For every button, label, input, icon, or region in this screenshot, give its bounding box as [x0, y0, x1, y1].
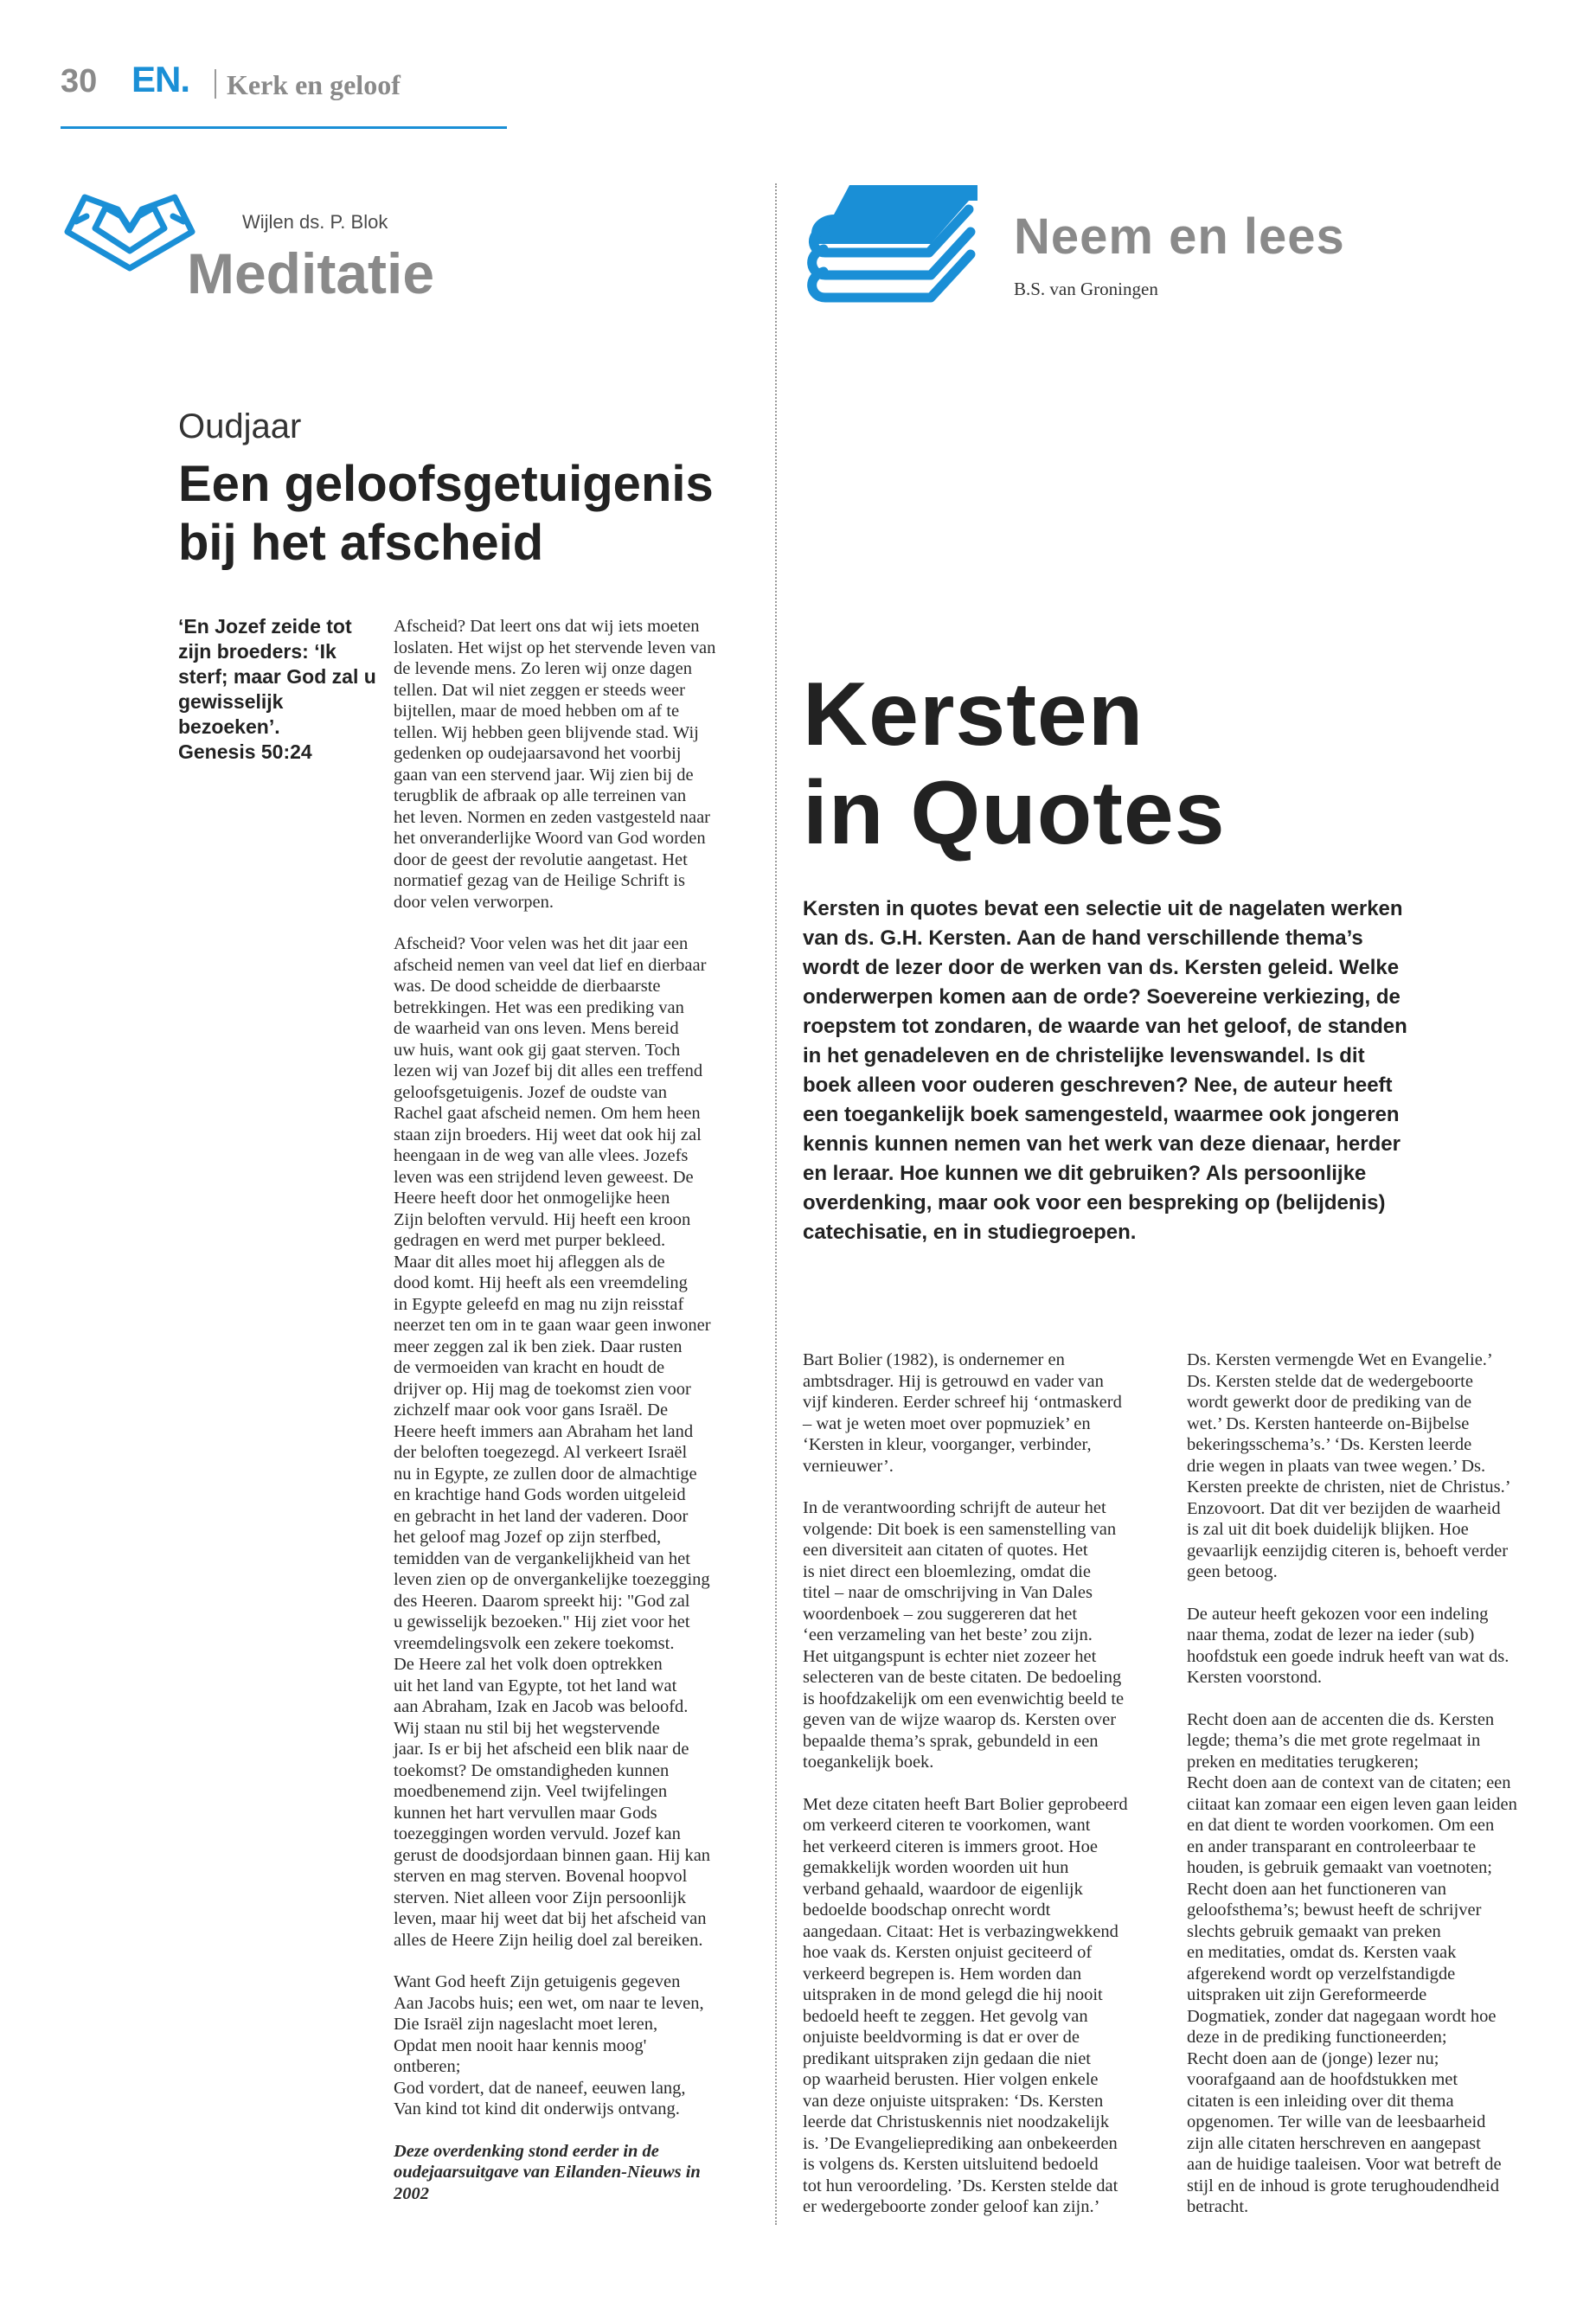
publication-logo: EN.: [131, 59, 190, 99]
review-paragraph: De auteur heeft gekozen voor een indeling naar thema, zodat de lezer na ieder (sub) hoofdstuk een goede indruk heeft van wat ds. Kersten voorstond.: [1187, 1604, 1509, 1687]
bible-quote-text: ‘En Jozef zeide tot zijn broeders: ‘Ik sterf; maar God zal u gewisselijk bezoeken’.: [178, 615, 376, 738]
review-paragraph: Met deze citaten heeft Bart Bolier geprobeerd om verkeerd citeren te voorkomen, want het verkeerd citeren is immers groot. Hoe gemakkelijk worden woorden uit hun verband gehaald, waardoor de eigenlijk bedoelde boodschap onrecht wordt aangedaan. Citaat: Het is verbazingwekkend hoe vaak ds. Kersten onjuist geciteerd of verkeerd begrepen is. Hem worden dan uitspraken in de mond gelegd die hij nooit bedoeld heeft te zeggen. Het gevolg van onjuiste beeldvorming is dat er over de predikant uitspraken zijn gedaan die niet op waarheid berusten. Hier volgen enkele van deze onjuiste uitspraken: ‘Ds. Kersten leerde dat Christuskennis niet noodzakelijk is. ’De Evangelieprediking aan onbekeerden is volgens ds. Kersten uitsluitend bedoeld tot hun veroordeling. ’Ds. Kersten stelde dat er wedergeboorte zonder geloof kan zijn.’: [803, 1794, 1128, 2216]
header-divider: [215, 69, 216, 99]
meditatie-body: [394, 616, 757, 2204]
meditatie-paragraph: Afscheid? Voor velen was het dit jaar een afscheid nemen van veel dat lief en dierbaar was. De dood scheidde de dierbaarste betrekkingen. Het was een prediking van de waarheid van ons leven. Mens bereid uw huis, want ook gij gaat sterven. Toch lezen wij van Jozef bij dit alles een treffend geloofsgetuigenis. Jozef de oudste van Rachel gaat afscheid nemen. Om hem heen staan zijn broeders. Hij weet dat ook hij zal heengaan in de weg van alle vlees. Jozefs leven was een strijdend leven geweest. De Heere heeft door het onmogelijke heen Zijn beloften vervuld. Hij heeft een kroon gedragen en werd met purper bekleed. Maar dit alles moet hij afleggen als de dood komt. Hij heeft als een vreemdeling in Egypte geleefd en mag nu zijn reisstaf neerzet ten om in te gaan waar geen inwoner meer zeggen zal ik ben ziek. Daar rusten de vermoeiden van kracht en houdt de drijver op. Hij mag de toekomst zien voor zichzelf maar ook voor gans Israël. De Heere heeft immers aan Abraham het land der beloften toegezegd. Al verkeert Israël nu in Egypte, ze zullen door de almachtige en krachtige hand Gods worden uitgeleid en gebracht in het land der vaderen. Door het geloof mag Jozef op zijn sterfbed, temidden van de vergankelijkheid van het leven zien op de onvergankelijke toezegging des Heeren. Daarom spreekt hij: "God zal u gewisselijk bezoeken." Hij ziet voor het vreemdelingsvolk een zekere toekomst. De Heere zal het volk doen optrekken uit het land van Egypte, tot het land wat aan Abraham, Izak en Jacob was beloofd. Wij staan nu stil bij het wegstervende jaar. Is er bij het afscheid een blik naar de toekomst? De omstandigheden kunnen moedbenemend zijn. Veel twijfelingen kunnen het hart vervullen maar Gods toezeggingen worden vervuld. Jozef kan gerust de doodsjordaan binnen gaan. Hij kan sterven en mag sterven. Bovenal hoopvol sterven. Niet alleen voor Zijn persoonlijk leven, maar hij weet dat bij het afscheid van alles de Heere Zijn heilig doel zal bereiken.: [394, 934, 711, 1950]
open-book-heart-icon: [61, 178, 199, 275]
review-column-1: [803, 1349, 1166, 2218]
review-column-2: [1187, 1349, 1550, 2218]
review-paragraph: Recht doen aan de accenten die ds. Kersten legde; thema’s die met grote regelmaat in preken en meditaties terugkeren; Recht doen aan de context van de citaten; een ciitaat kan zomaar een eigen leven gaan leiden en dat dient te worden voorkomen. Om een en ander transparant en controleerbaar te houden, is gebruik gemaakt van voetnoten; Recht doen aan het functioneren van geloofsthema’s; bewust heeft de schrijver slechts gebruik gemaakt van preken en meditaties, omdat ds. Kersten vaak afgerekend wordt op verzelfstandigde uitspraken uit zijn Gereformeerde Dogmatiek, zonder dat nagegaan wordt hoe deze in de prediking functioneerden; Recht doen aan de (jonge) lezer nu; voorafgaand aan de hoofdstukken met citaten is een inleiding over dit thema opgenomen. Ter wille van de leesbaarheid zijn alle citaten herschreven en aangepast aan de huidige taaleisen. Voor wat betreft de stijl en de inhoud is grote terughoudendheid betracht.: [1187, 1709, 1517, 2216]
bible-quote-reference: Genesis 50:24: [178, 740, 312, 763]
review-author: B.S. van Groningen: [1014, 279, 1158, 299]
review-title-line1: Kersten: [803, 664, 1144, 765]
article-kicker: Oudjaar: [178, 407, 302, 445]
article-title-line1: Een geloofsgetuigenis: [178, 456, 714, 512]
meditatie-poem: Want God heeft Zijn getuigenis gegeven Aan Jacobs huis; een wet, om naar te leven, Die Israël zijn nageslacht moet leren, Opdat men nooit haar kennis moog' ontberen; God vordert, dat de naneef, eeuwen lang, Van kind tot kind dit onderwijs ontvang.: [394, 1972, 704, 2118]
bible-quote: [178, 614, 379, 765]
review-title-line2: in Quotes: [803, 763, 1226, 863]
neem-en-lees-label: Neem en lees: [1014, 208, 1345, 265]
meditatie-footnote: Deze overdenking stond eerder in de oudejaarsuitgave van Eilanden-Nieuws in 2002: [394, 2141, 701, 2203]
section-title: Kerk en geloof: [227, 69, 401, 100]
books-stack-icon: [799, 180, 981, 327]
review-paragraph: Bart Bolier (1982), is ondernemer en ambtsdrager. Hij is getrouwd en vader van vijf kinderen. Eerder schreef hij ‘ontmaskerd – wat je weten moet over popmuziek’ en ‘Kersten in kleur, voorganger, verbinder, vernieuwer’.: [803, 1350, 1122, 1476]
meditatie-label: Meditatie: [187, 241, 435, 305]
review-paragraph: In de verantwoording schrijft de auteur het volgende: Dit boek is een samenstelling van een diversiteit aan citaten of quotes. Het is niet direct een bloemlezing, omdat die titel – naar de omschrijving in Van Dales woordenboek – zou suggereren dat het ‘een verzameling van het beste’ zou zijn. Het uitgangspunt is echter niet zozeer het selecteren van de beste citaten. De bedoeling is hoofdzakelijk om een evenwichtig beeld te geven van de wijze waarop ds. Kersten over bepaalde thema’s sprak, gebundeld in een toegankelijk boek.: [803, 1498, 1125, 1772]
article-title-line2: bij het afscheid: [178, 515, 544, 571]
meditatie-author: Wijlen ds. P. Blok: [242, 211, 388, 233]
review-intro: Kersten in quotes bevat een selectie uit de nagelaten werken van ds. G.H. Kersten. Aan de hand verschillende thema’s wordt de lezer door de werken van ds. Kersten geleid. Welke onderwerpen komen aan de orde? Soevereine verkiezing, de roepstem tot zondaren, de waarde van het geloof, de standen in het genadeleven en de christelijke levenswandel. Is dit boek alleen voor ouderen geschreven? Nee, de auteur heeft een toegankelijk boek samengesteld, waarmee ook jongeren kennis kunnen nemen van het werk van deze dienaar, herder en leraar. Hoe kunnen we dit gebruiken? Als persoonlijke overdenking, maar ook voor een bespreking op (belijdenis) catechisatie, en in studiegroepen.: [803, 897, 1407, 1244]
review-paragraph: Ds. Kersten vermengde Wet en Evangelie.’ Ds. Kersten stelde dat de wedergeboorte wordt gewerkt door de prediking van de wet.’ Ds. Kersten hanteerde on-Bijbelse bekeringsschema’s.’ ‘Ds. Kersten leerde drie wegen in plaats van twee wegen.’ Ds. Kersten preekte de christen, niet de Christus.’ Enzovoort. Dat dit ver bezijden de waarheid is zal uit dit boek duidelijk blijken. Hoe gevaarlijk eenzijdig citeren is, behoeft verder geen betoog.: [1187, 1350, 1511, 1581]
page-number: 30: [61, 63, 98, 99]
header-rule: [61, 126, 507, 129]
column-divider: [775, 183, 777, 2225]
meditatie-paragraph: Afscheid? Dat leert ons dat wij iets moeten loslaten. Het wijst op het stervende leven van de levende mens. Zo leren wij onze dagen tellen. Dat wil niet zeggen er steeds weer bijtellen, maar de moed hebben om af te tellen. Wij hebben geen blijvende stad. Wij gedenken op oudejaarsavond het voorbij gaan van een stervend jaar. Wij zien bij de terugblik de afbraak op alle terreinen van het leven. Normen en zeden vastgesteld naar het onveranderlijke Woord van God worden door de geest der revolutie aangetast. Het normatief gezag van de Heilige Schrift is door velen verworpen.: [394, 617, 716, 912]
